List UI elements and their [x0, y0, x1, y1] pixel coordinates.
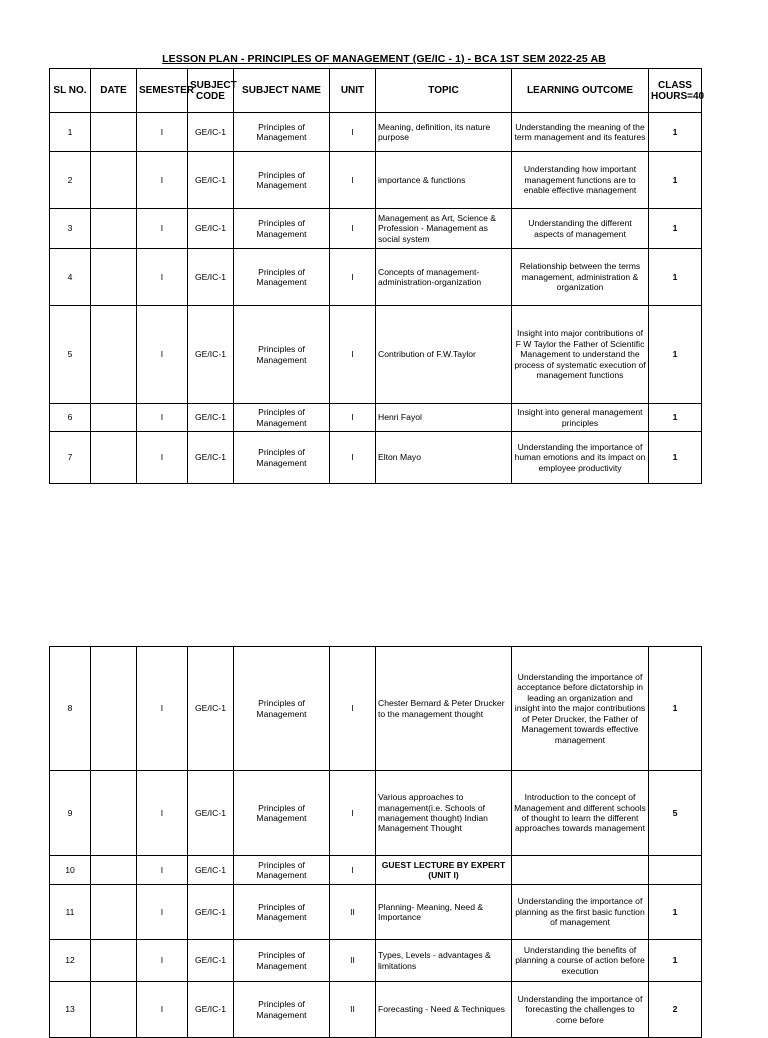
cell-semester: I	[137, 113, 188, 152]
cell-date	[91, 152, 137, 209]
cell-semester: I	[137, 249, 188, 306]
cell-sl-no: 7	[50, 432, 91, 484]
cell-sl-no: 2	[50, 152, 91, 209]
cell-learning-outcome	[512, 856, 649, 885]
cell-date	[91, 432, 137, 484]
header-class-hours: CLASS HOURS=40	[649, 69, 702, 113]
document-title	[0, 53, 768, 65]
cell-semester: I	[137, 885, 188, 940]
cell-learning-outcome: Understanding the importance of planning as the first basic function of management	[512, 885, 649, 940]
cell-topic: Management as Art, Science & Profession - Management as social system	[376, 209, 512, 249]
cell-class-hours: 1	[649, 249, 702, 306]
header-sl-no: SL NO.	[50, 69, 91, 113]
cell-unit: I	[330, 152, 376, 209]
cell-sl-no: 1	[50, 113, 91, 152]
cell-subject-code: GE/IC-1	[188, 209, 234, 249]
cell-date	[91, 856, 137, 885]
header-date: DATE	[91, 69, 137, 113]
cell-learning-outcome: Understanding the importance of human emotions and its impact on employee productivity	[512, 432, 649, 484]
cell-topic: Henri Fayol	[376, 404, 512, 432]
cell-semester: I	[137, 432, 188, 484]
cell-date	[91, 209, 137, 249]
cell-subject-name: Principles of Management	[234, 885, 330, 940]
lesson-plan-table-1	[49, 68, 705, 484]
cell-topic: Meaning, definition, its nature purpose	[376, 113, 512, 152]
cell-learning-outcome: Introduction to the concept of Management and different schools of thought to learn the different approaches towards management	[512, 771, 649, 856]
cell-date	[91, 885, 137, 940]
cell-semester: I	[137, 152, 188, 209]
cell-unit: II	[330, 885, 376, 940]
cell-subject-name: Principles of Management	[234, 647, 330, 771]
header-subject-name: SUBJECT NAME	[234, 69, 330, 113]
table-row	[50, 885, 702, 940]
cell-subject-name: Principles of Management	[234, 771, 330, 856]
header-unit: UNIT	[330, 69, 376, 113]
cell-topic: Chester Bernard & Peter Drucker to the management thought	[376, 647, 512, 771]
cell-unit: II	[330, 982, 376, 1038]
cell-subject-name: Principles of Management	[234, 982, 330, 1038]
cell-subject-name: Principles of Management	[234, 306, 330, 404]
cell-subject-name: Principles of Management	[234, 152, 330, 209]
cell-semester: I	[137, 982, 188, 1038]
cell-date	[91, 404, 137, 432]
cell-learning-outcome: Understanding how important management functions are to enable effective management	[512, 152, 649, 209]
cell-sl-no: 8	[50, 647, 91, 771]
cell-date	[91, 113, 137, 152]
cell-unit: I	[330, 856, 376, 885]
cell-date	[91, 249, 137, 306]
cell-semester: I	[137, 647, 188, 771]
cell-semester: I	[137, 404, 188, 432]
header-subject-code: SUBJECT CODE	[188, 69, 234, 113]
cell-sl-no: 6	[50, 404, 91, 432]
cell-subject-code: GE/IC-1	[188, 249, 234, 306]
cell-class-hours	[649, 856, 702, 885]
header-learning-outcome: LEARNING OUTCOME	[512, 69, 649, 113]
cell-class-hours: 2	[649, 982, 702, 1038]
cell-subject-name: Principles of Management	[234, 209, 330, 249]
cell-semester: I	[137, 940, 188, 982]
table-row	[50, 306, 702, 404]
cell-topic-guest-lecture: GUEST LECTURE BY EXPERT (UNIT I)	[376, 856, 512, 885]
table-row	[50, 856, 702, 885]
cell-unit: II	[330, 940, 376, 982]
cell-topic: Elton Mayo	[376, 432, 512, 484]
cell-class-hours: 1	[649, 152, 702, 209]
table-row	[50, 982, 702, 1038]
cell-semester: I	[137, 306, 188, 404]
cell-learning-outcome: Understanding the benefits of planning a course of action before execution	[512, 940, 649, 982]
cell-sl-no: 12	[50, 940, 91, 982]
cell-unit: I	[330, 647, 376, 771]
cell-learning-outcome: Understanding the importance of forecasting the challenges to come before	[512, 982, 649, 1038]
cell-unit: I	[330, 404, 376, 432]
cell-semester: I	[137, 771, 188, 856]
cell-subject-code: GE/IC-1	[188, 647, 234, 771]
cell-class-hours: 1	[649, 404, 702, 432]
cell-unit: I	[330, 432, 376, 484]
table-row	[50, 404, 702, 432]
cell-date	[91, 940, 137, 982]
cell-unit: I	[330, 306, 376, 404]
cell-subject-name: Principles of Management	[234, 940, 330, 982]
cell-subject-code: GE/IC-1	[188, 306, 234, 404]
cell-date	[91, 647, 137, 771]
cell-subject-name: Principles of Management	[234, 432, 330, 484]
cell-subject-code: GE/IC-1	[188, 113, 234, 152]
cell-topic: Forecasting - Need & Techniques	[376, 982, 512, 1038]
cell-class-hours: 1	[649, 885, 702, 940]
cell-semester: I	[137, 856, 188, 885]
table-row	[50, 647, 702, 771]
cell-learning-outcome: Understanding the different aspects of management	[512, 209, 649, 249]
cell-learning-outcome: Insight into general management principles	[512, 404, 649, 432]
header-row	[50, 69, 702, 113]
cell-class-hours: 1	[649, 647, 702, 771]
cell-sl-no: 13	[50, 982, 91, 1038]
cell-topic: importance & functions	[376, 152, 512, 209]
cell-sl-no: 4	[50, 249, 91, 306]
cell-date	[91, 771, 137, 856]
cell-sl-no: 11	[50, 885, 91, 940]
cell-topic: Types, Levels - advantages & limitations	[376, 940, 512, 982]
cell-sl-no: 5	[50, 306, 91, 404]
cell-topic: Contribution of F.W.Taylor	[376, 306, 512, 404]
table-row	[50, 771, 702, 856]
cell-learning-outcome: Understanding the importance of acceptance before dictatorship in leading an organization and insight into the major contributions of Peter Drucker, the Father of Management towards effective management	[512, 647, 649, 771]
cell-subject-name: Principles of Management	[234, 249, 330, 306]
cell-subject-code: GE/IC-1	[188, 404, 234, 432]
cell-class-hours: 1	[649, 432, 702, 484]
cell-subject-code: GE/IC-1	[188, 771, 234, 856]
table-row	[50, 432, 702, 484]
cell-class-hours: 5	[649, 771, 702, 856]
cell-class-hours: 1	[649, 113, 702, 152]
cell-subject-name: Principles of Management	[234, 404, 330, 432]
cell-sl-no: 9	[50, 771, 91, 856]
cell-subject-code: GE/IC-1	[188, 856, 234, 885]
header-topic: TOPIC	[376, 69, 512, 113]
cell-subject-code: GE/IC-1	[188, 432, 234, 484]
cell-subject-code: GE/IC-1	[188, 152, 234, 209]
cell-unit: I	[330, 771, 376, 856]
cell-class-hours: 1	[649, 306, 702, 404]
cell-semester: I	[137, 209, 188, 249]
table-row	[50, 249, 702, 306]
cell-class-hours: 1	[649, 940, 702, 982]
cell-subject-code: GE/IC-1	[188, 940, 234, 982]
cell-class-hours: 1	[649, 209, 702, 249]
cell-unit: I	[330, 249, 376, 306]
lesson-plan-table-2	[49, 646, 702, 1038]
cell-sl-no: 3	[50, 209, 91, 249]
cell-unit: I	[330, 209, 376, 249]
table-row	[50, 209, 702, 249]
table-row	[50, 940, 702, 982]
cell-unit: I	[330, 113, 376, 152]
table-row	[50, 152, 702, 209]
cell-topic: Various approaches to management(i.e. Schools of management thought) Indian Management Thought	[376, 771, 512, 856]
cell-learning-outcome: Understanding the meaning of the term management and its features	[512, 113, 649, 152]
cell-subject-name: Principles of Management	[234, 113, 330, 152]
cell-date	[91, 306, 137, 404]
cell-subject-code: GE/IC-1	[188, 982, 234, 1038]
cell-learning-outcome: Insight into major contributions of F W Taylor the Father of Scientific Management to understand the process of systematic execution of management functions	[512, 306, 649, 404]
cell-topic: Concepts of management-administration-organization	[376, 249, 512, 306]
cell-sl-no: 10	[50, 856, 91, 885]
cell-learning-outcome: Relationship between the terms management, administration & organization	[512, 249, 649, 306]
document-title-text: LESSON PLAN - PRINCIPLES OF MANAGEMENT (GE/IC - 1) - BCA 1ST SEM 2022-25 AB	[162, 53, 606, 65]
cell-date	[91, 982, 137, 1038]
header-semester: SEMESTER	[137, 69, 188, 113]
cell-subject-code: GE/IC-1	[188, 885, 234, 940]
table-row	[50, 113, 702, 152]
cell-topic: Planning- Meaning, Need & Importance	[376, 885, 512, 940]
cell-subject-name: Principles of Management	[234, 856, 330, 885]
